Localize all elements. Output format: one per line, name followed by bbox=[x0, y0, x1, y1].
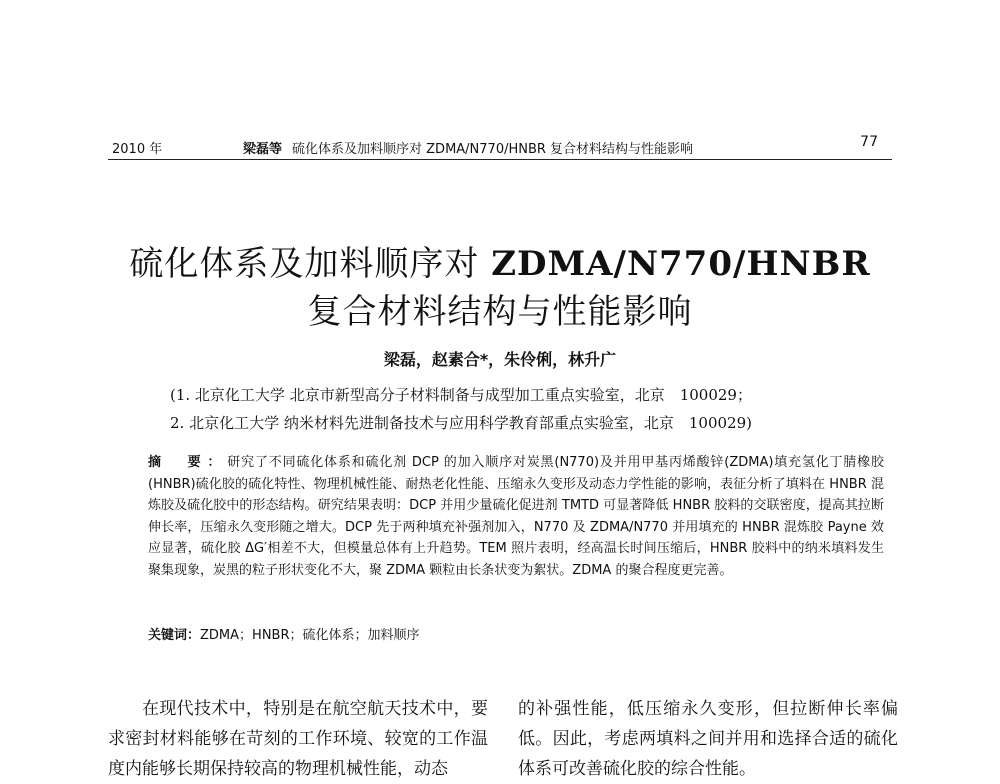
author-list: 梁磊，赵素合*，朱伶俐，林升广 bbox=[383, 350, 617, 369]
title-latin: ZDMA/N770/HNBR bbox=[491, 244, 871, 284]
abstract-label: 摘 要： bbox=[148, 455, 228, 470]
header-year: 2010 年 bbox=[112, 142, 163, 157]
header-running-title-block bbox=[243, 138, 693, 157]
keywords-text: ZDMA；HNBR；硫化体系；加料顺序 bbox=[200, 628, 420, 643]
page-number: 77 bbox=[860, 134, 878, 150]
keywords-label: 关键词： bbox=[148, 628, 201, 643]
body-column-right: 的补强性能，低压缩永久变形，但拉断伸长率偏低。因此，考虑两填料之间并用和选择合适的硫化体系可改善硫化胶的综合性能。 bbox=[518, 699, 898, 779]
running-header bbox=[108, 134, 892, 158]
paper-title-line-1 bbox=[0, 236, 1000, 285]
header-rule bbox=[108, 159, 892, 160]
affiliation-2: 2. 北京化工大学 纳米材料先进制备技术与应用科学教育部重点实验室，北京 100029) bbox=[170, 414, 752, 432]
abstract bbox=[148, 452, 884, 582]
body-column-left: 在现代技术中，特别是在航空航天技术中，要求密封材料能够在苛刻的工作环境、较宽的工作温度内能够长期保持较高的物理机械性能，动态 bbox=[108, 699, 488, 779]
header-authors: 梁磊等 bbox=[243, 142, 283, 157]
keywords bbox=[148, 624, 884, 643]
abstract-text: 研究了不同硫化体系和硫化剂 DCP 的加入顺序对炭黑(N770)及并用甲基丙烯酸锌(ZDMA)填充氢化丁腈橡胶(HNBR)硫化胶的硫化特性、物理机械性能、耐热老化性能、压缩永久变形及动态力学性能的影响，表征分析了填料在 HNBR 混炼胶及硫化胶中的形态结构。研究结果表明：DCP 并用少量硫化促进剂 TMTD 可显著降低 HNBR 胶料的交联密度，提高其拉断伸长率，压缩永久变形随之增大。DCP 先于两种填充补强剂加入，N770 及 ZDMA/N770 并用填充的 HNBR 混炼胶 Payne 效应显著，硫化胶 ΔG′相差不大，但模量总体有上升趋势。TEM 照片表明，经高温长时间压缩后，HNBR 胶料中的纳米填料发生聚集现象，炭黑的粒子形状变化不大，聚 ZDMA 颗粒由长条状变为絮状。ZDMA 的聚合程度更完善。 bbox=[148, 455, 884, 578]
title-prefix: 硫化体系及加料顺序对 bbox=[129, 244, 492, 284]
affiliation-1: (1. 北京化工大学 北京市新型高分子材料制备与成型加工重点实验室，北京 100029； bbox=[170, 386, 752, 404]
paper-title-line-2: 复合材料结构与性能影响 bbox=[307, 292, 693, 332]
header-running-title: 硫化体系及加料顺序对 ZDMA/N770/HNBR 复合材料结构与性能影响 bbox=[292, 142, 694, 157]
